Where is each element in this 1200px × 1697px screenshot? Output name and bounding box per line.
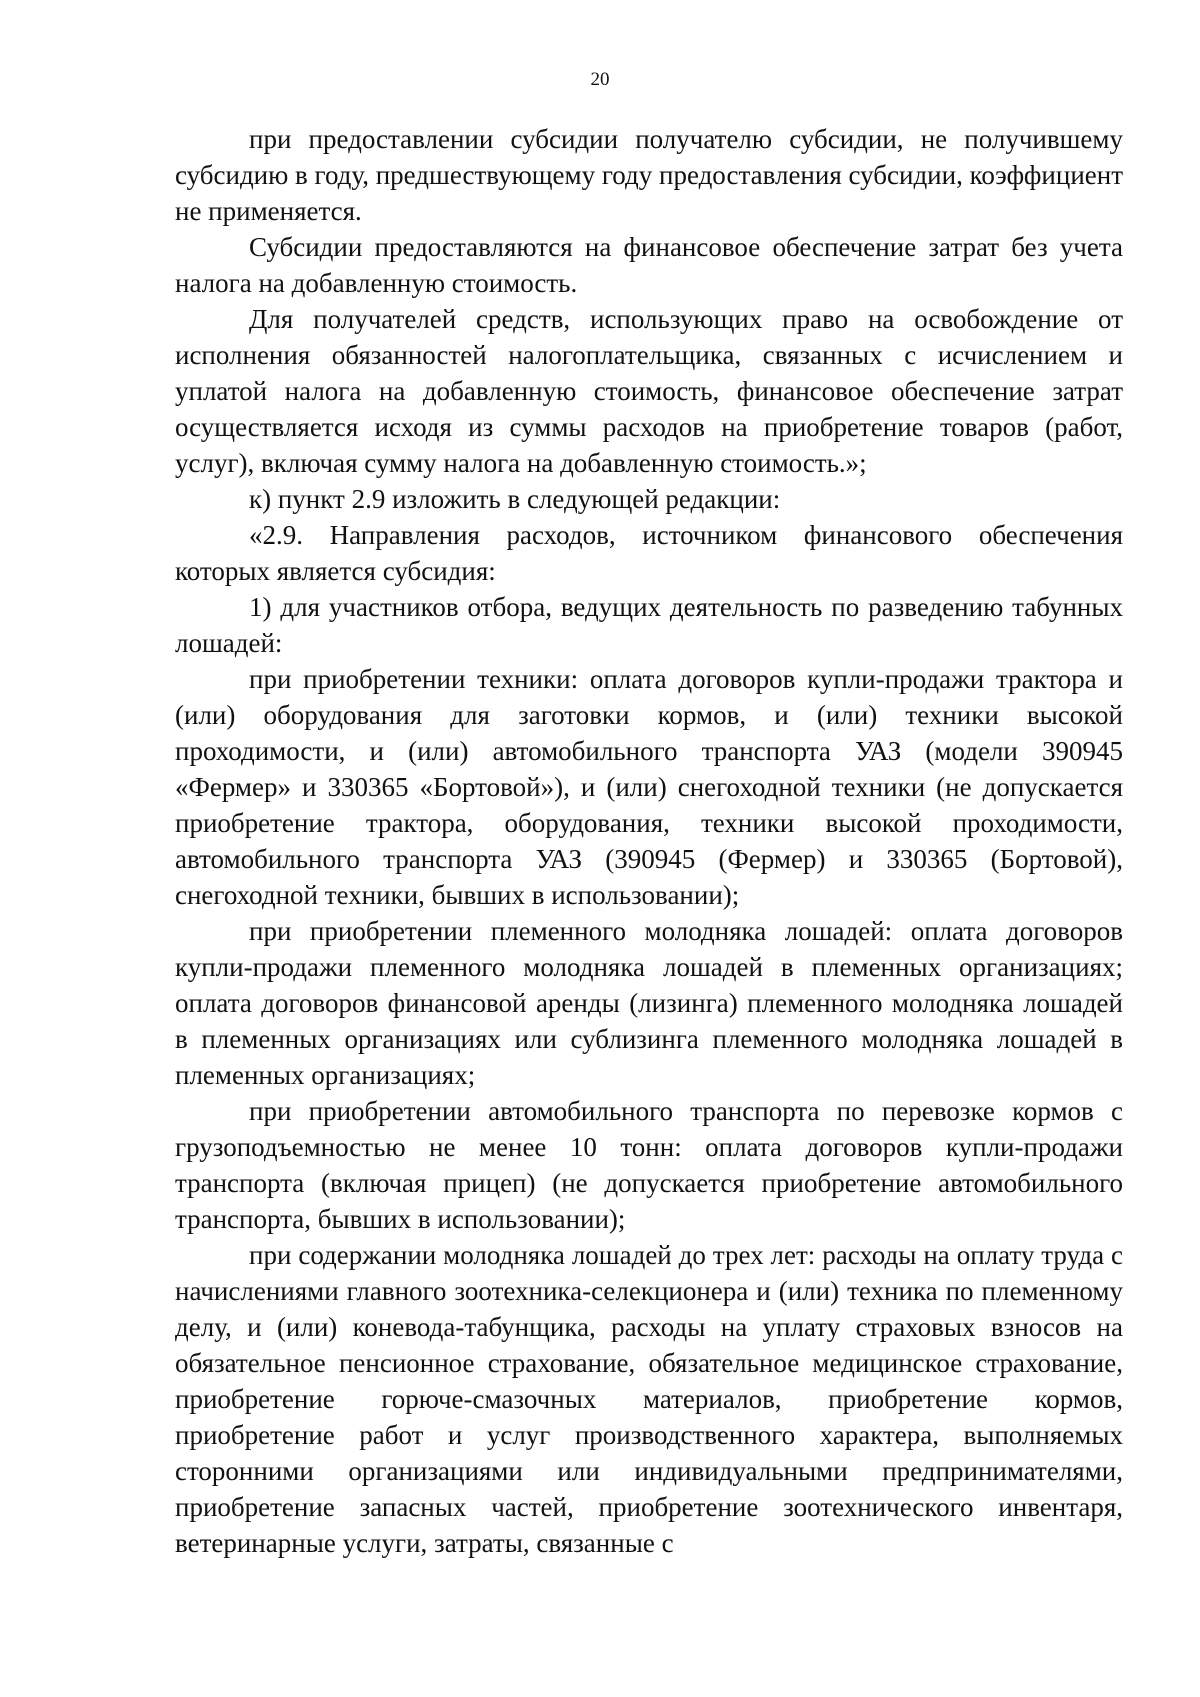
paragraph-vat-exclusion: Субсидии предоставляются на финансовое обеспечение затрат без учета налога на добавленную стоимость. (175, 232, 1123, 298)
paragraph-equipment-purchase: при приобретении техники: оплата договоров купли-продажи трактора и (или) оборудования для заготовки кормов, и (или) техники высокой проходимости, и (или) автомобильного транспорта УАЗ (модели 390945 «Фермер» и 330365 «Бортовой»), и (или) снегоходной техники (не допускается приобретение трактора, оборудования, техники высокой проходимости, автомобильного транспорта УАЗ (390945 (Фермер) и 330365 (Бортовой), снегоходной техники, бывших в использовании); (175, 664, 1123, 910)
paragraph-feed-transport: при приобретении автомобильного транспорта по перевозке кормов с грузоподъемностью не менее 10 тонн: оплата договоров купли-продажи транспорта (включая прицеп) (не допускается приобретение автомобильного транспорта, бывших в использовании); (175, 1096, 1123, 1234)
paragraph-amendment-k: к) пункт 2.9 изложить в следующей редакции: (249, 484, 781, 514)
paragraph-vat-exemption: Для получателей средств, использующих право на освобождение от исполнения обязанностей налогоплательщика, связанных с исчислением и уплатой налога на добавленную стоимость, финансовое обеспечение затрат осуществляется исходя из суммы расходов на приобретение товаров (работ, услуг), включая сумму налога на добавленную стоимость.»; (175, 304, 1123, 478)
page-number: 20 (590, 69, 610, 90)
paragraph-section-2-9: «2.9. Направления расходов, источником финансового обеспечения которых является субсидия: (175, 520, 1123, 586)
document-body (175, 121, 1123, 1561)
paragraph-subsidy-coefficient: при предоставлении субсидии получателю субсидии, не получившему субсидию в году, предшествующему году предоставления субсидии, коэффициент не применяется. (175, 124, 1123, 226)
paragraph-item-1: 1) для участников отбора, ведущих деятельность по разведению табунных лошадей: (175, 592, 1123, 658)
paragraph-breeding-stock: при приобретении племенного молодняка лошадей: оплата договоров купли-продажи племенного молодняка лошадей в племенных организациях; оплата договоров финансовой аренды (лизинга) племенного молодняка лошадей в племенных организациях или сублизинга племенного молодняка лошадей в племенных организациях; (175, 916, 1123, 1090)
paragraph-young-horse-maintenance: при содержании молодняка лошадей до трех лет: расходы на оплату труда с начислениями главного зоотехника-селекционера и (или) техника по племенному делу, и (или) коневода-табунщика, расходы на уплату страховых взносов на обязательное пенсионное страхование, обязательное медицинское страхование, приобретение горюче-смазочных материалов, приобретение кормов, приобретение работ и услуг производственного характера, выполняемых сторонними организациями или индивидуальными предпринимателями, приобретение запасных частей, приобретение зоотехнического инвентаря, ветеринарные услуги, затраты, связанные с (175, 1240, 1123, 1558)
